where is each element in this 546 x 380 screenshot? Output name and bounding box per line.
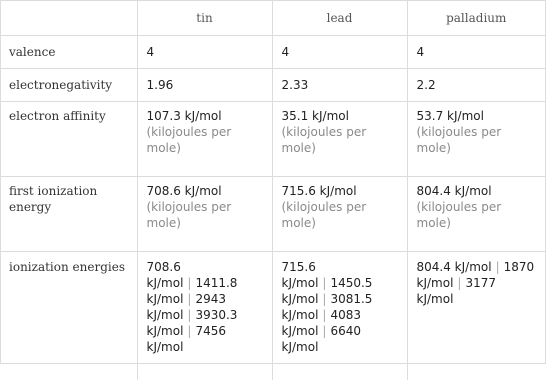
row-label-electronegativity: electronegativity bbox=[1, 69, 137, 102]
cell-ionization-energies-tin bbox=[137, 252, 272, 380]
row-label-valence: valence bbox=[1, 36, 137, 69]
value-main: 715.6 kJ/mol bbox=[282, 184, 357, 198]
table-row bbox=[1, 69, 545, 102]
separator: | bbox=[318, 308, 330, 322]
row-label-ionization-energies: ionization energies bbox=[1, 252, 137, 380]
unit-description: (kilojoules per mole) bbox=[417, 200, 502, 230]
energy-value: 6640 kJ/mol bbox=[282, 324, 362, 354]
header-row bbox=[1, 1, 545, 36]
separator: | bbox=[183, 324, 195, 338]
unit-description: (kilojoules per mole) bbox=[147, 200, 232, 230]
separator: | bbox=[492, 260, 504, 274]
header-empty-cell bbox=[1, 1, 137, 36]
unit-description: (kilojoules per mole) bbox=[282, 200, 367, 230]
energy-value: 3177 kJ/mol bbox=[417, 276, 497, 306]
cell-first-ionization-palladium bbox=[407, 177, 545, 252]
value-main: 53.7 kJ/mol bbox=[417, 109, 484, 123]
energy-value: 3930.3 kJ/mol bbox=[147, 308, 238, 338]
separator: | bbox=[318, 276, 330, 290]
cell-electronegativity-lead: 2.33 bbox=[272, 69, 407, 102]
energy-value: 708.6 kJ/mol bbox=[147, 260, 184, 290]
energy-value: 2943 kJ/mol bbox=[147, 292, 227, 322]
cell-valence-tin: 4 bbox=[137, 36, 272, 69]
cell-first-ionization-tin bbox=[137, 177, 272, 252]
energy-value: 4083 kJ/mol bbox=[282, 308, 362, 338]
cell-electron-affinity-tin bbox=[137, 102, 272, 177]
unit-description: (kilojoules per mole) bbox=[417, 125, 502, 155]
separator: | bbox=[453, 276, 465, 290]
unit-description: (kilojoules per mole) bbox=[147, 125, 232, 155]
value-main: 804.4 kJ/mol bbox=[417, 184, 492, 198]
energy-value: 804.4 kJ/mol bbox=[417, 260, 492, 274]
value-main: 708.6 kJ/mol bbox=[147, 184, 222, 198]
row-label-first-ionization-energy: first ionization energy bbox=[1, 177, 137, 252]
row-label-electron-affinity: electron affinity bbox=[1, 102, 137, 177]
energy-value: 3081.5 kJ/mol bbox=[282, 292, 373, 322]
table-row bbox=[1, 102, 545, 177]
energy-value: 715.6 kJ/mol bbox=[282, 260, 319, 290]
cell-electron-affinity-palladium bbox=[407, 102, 545, 177]
column-header-tin: tin bbox=[137, 1, 272, 36]
separator: | bbox=[318, 292, 330, 306]
separator: | bbox=[318, 324, 330, 338]
cell-valence-palladium: 4 bbox=[407, 36, 545, 69]
separator: | bbox=[183, 292, 195, 306]
table-row bbox=[1, 177, 545, 252]
cell-ionization-energies-palladium bbox=[407, 252, 545, 380]
table-row bbox=[1, 252, 545, 380]
energy-value: 7456 kJ/mol bbox=[147, 324, 227, 354]
cell-first-ionization-lead bbox=[272, 177, 407, 252]
unit-description: (kilojoules per mole) bbox=[282, 125, 367, 155]
energy-value: 1450.5 kJ/mol bbox=[282, 276, 373, 306]
cell-ionization-energies-lead bbox=[272, 252, 407, 380]
table-row bbox=[1, 36, 545, 69]
energy-value: 1411.8 kJ/mol bbox=[147, 276, 238, 306]
element-comparison-table bbox=[1, 1, 545, 380]
cell-electron-affinity-lead bbox=[272, 102, 407, 177]
column-header-palladium: palladium bbox=[407, 1, 545, 36]
value-main: 107.3 kJ/mol bbox=[147, 109, 222, 123]
value-main: 35.1 kJ/mol bbox=[282, 109, 349, 123]
cell-electronegativity-palladium: 2.2 bbox=[407, 69, 545, 102]
energy-value: 1870 kJ/mol bbox=[417, 260, 535, 290]
cell-electronegativity-tin: 1.96 bbox=[137, 69, 272, 102]
cell-valence-lead: 4 bbox=[272, 36, 407, 69]
column-header-lead: lead bbox=[272, 1, 407, 36]
separator: | bbox=[183, 308, 195, 322]
separator: | bbox=[183, 276, 195, 290]
